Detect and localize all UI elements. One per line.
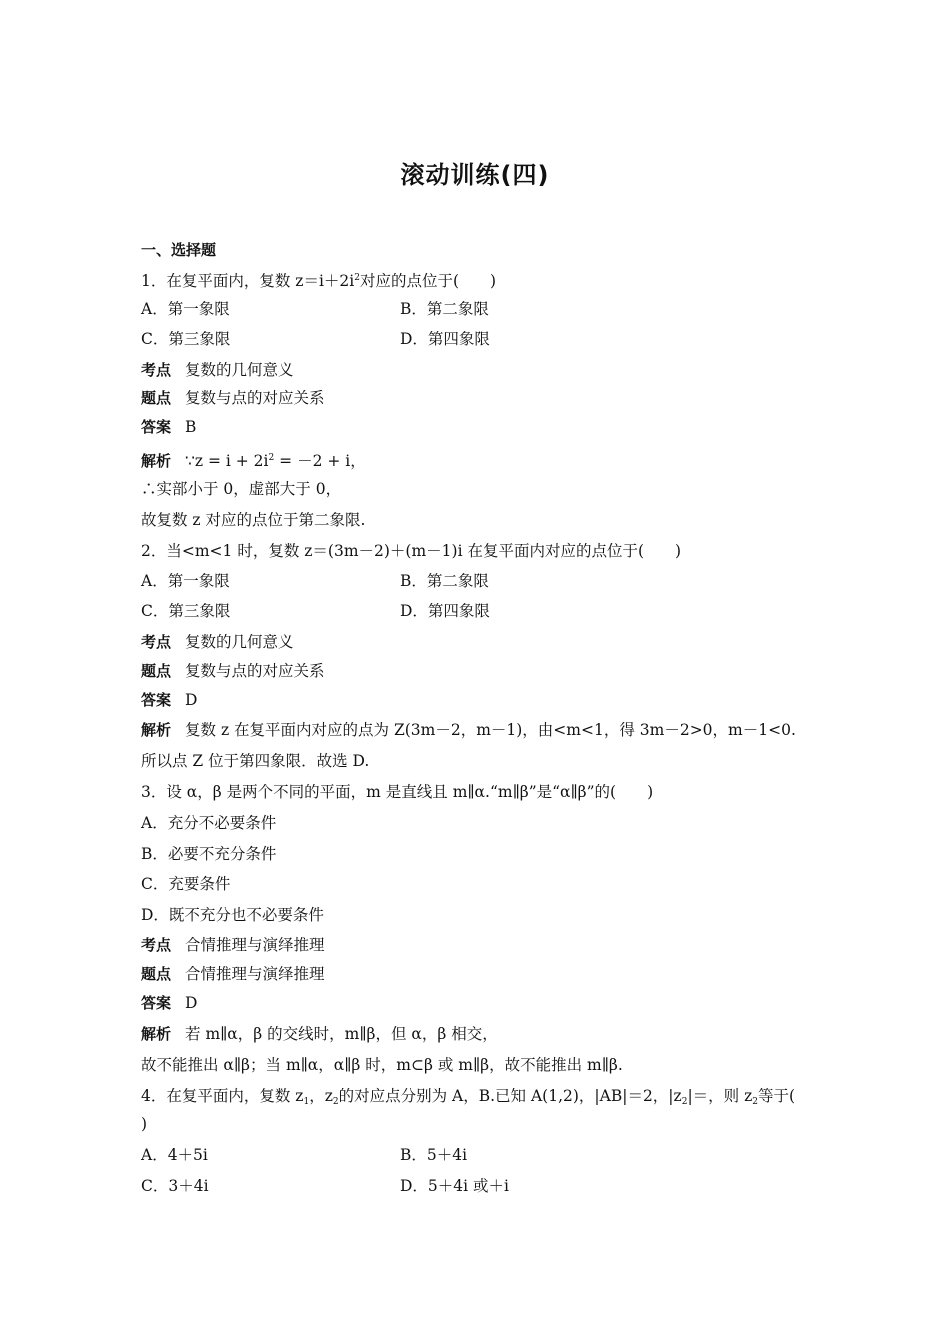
answer-label: 答案 [141, 994, 172, 1012]
q4-stem-part: ，z [309, 1087, 333, 1105]
q1-option-b: B．第二象限 [400, 300, 489, 318]
analysis-text: = －2 + i， [274, 452, 366, 470]
analysis-label: 解析 [141, 1025, 172, 1043]
kaodian-label: 考点 [141, 936, 172, 954]
q3-analysis-line-1 [141, 1024, 498, 1044]
q1-option-c: C．第三象限 [141, 330, 231, 348]
page-title: 滚动训练(四) [400, 161, 550, 189]
q2-analysis-line-1 [141, 720, 796, 740]
q2-answer [141, 690, 197, 710]
q4-subscript: 2 [332, 1097, 339, 1107]
question-4-stem [141, 1086, 795, 1112]
q2-option-d: D．第四象限 [400, 602, 490, 620]
q4-subscript: 1 [303, 1097, 310, 1107]
q4-option-a: A．4＋5i [141, 1146, 208, 1164]
q4-option-c: C．3＋4i [141, 1177, 209, 1195]
question-2-stem: 2．当<m<1 时，复数 z＝(3m－2)＋(m－1)i 在复平面内对应的点位于( ) [141, 542, 682, 560]
q2-tidian [141, 661, 325, 681]
q3-analysis-line-2: 故不能推出 α∥β；当 m∥α，α∥β 时，m⊂β 或 m∥β，故不能推出 m∥β. [141, 1056, 623, 1074]
tidian-label: 题点 [141, 662, 172, 680]
tidian-value: 复数与点的对应关系 [185, 662, 325, 680]
analysis-text: ∵z = i + 2i [185, 452, 269, 470]
q4-stem-part: 的对应点分别为 A，B.已知 A(1,2)，|AB|＝2，|z [338, 1087, 682, 1105]
q4-stem-part: |＝，则 z [687, 1087, 753, 1105]
q3-option-c: C．充要条件 [141, 875, 231, 893]
tidian-value: 合情推理与演绎推理 [185, 965, 325, 983]
question-4-stem-cont: ) [141, 1115, 148, 1133]
tidian-value: 复数与点的对应关系 [185, 389, 325, 407]
answer-label: 答案 [141, 418, 172, 436]
q1-option-d: D．第四象限 [400, 330, 490, 348]
q1-option-a: A．第一象限 [141, 300, 230, 318]
analysis-label: 解析 [141, 452, 172, 470]
q1-stem-part: 1．在复平面内，复数 z＝i＋2i [141, 272, 355, 290]
answer-value: D [185, 994, 198, 1012]
q2-kaodian [141, 632, 294, 652]
q3-option-d: D．既不充分也不必要条件 [141, 906, 324, 924]
q1-kaodian [141, 360, 294, 380]
question-3-stem: 3．设 α，β 是两个不同的平面，m 是直线且 m∥α.“m∥β”是“α∥β”的( ) [141, 783, 654, 801]
kaodian-label: 考点 [141, 633, 172, 651]
kaodian-label: 考点 [141, 361, 172, 379]
q3-option-a: A．充分不必要条件 [141, 814, 277, 832]
q1-answer [141, 417, 196, 437]
analysis-label: 解析 [141, 721, 172, 739]
q1-tidian [141, 388, 325, 408]
q2-option-c: C．第三象限 [141, 602, 231, 620]
kaodian-value: 复数的几何意义 [185, 361, 294, 379]
q3-answer [141, 993, 197, 1013]
kaodian-value: 合情推理与演绎推理 [185, 936, 325, 954]
q4-stem-part: 等于( [758, 1087, 796, 1105]
tidian-label: 题点 [141, 965, 172, 983]
q2-option-b: B．第二象限 [400, 572, 489, 590]
q2-option-a: A．第一象限 [141, 572, 230, 590]
answer-value: B [185, 418, 197, 436]
q3-tidian [141, 964, 325, 984]
answer-label: 答案 [141, 691, 172, 709]
q4-subscript: 2 [681, 1097, 688, 1107]
q1-stem-part: 对应的点位于( ) [359, 272, 497, 290]
q1-analysis-line-1 [141, 448, 366, 471]
tidian-label: 题点 [141, 389, 172, 407]
q3-kaodian [141, 935, 325, 955]
answer-value: D [185, 691, 198, 709]
q4-stem-part: 4．在复平面内，复数 z [141, 1087, 304, 1105]
analysis-text: 复数 z 在复平面内对应的点为 Z(3m－2，m－1)，由<m<1，得 3m－2>0，m－1<0. [185, 721, 796, 739]
q1-stem-superscript: 2 [354, 273, 360, 283]
section-heading: 一、选择题 [141, 241, 217, 259]
analysis-text: 若 m∥α，β 的交线时，m∥β，但 α，β 相交， [185, 1025, 498, 1043]
analysis-superscript: 2 [268, 453, 275, 463]
q1-analysis-line-3: 故复数 z 对应的点位于第二象限. [141, 511, 366, 529]
q4-option-d: D．5＋4i 或＋i [400, 1177, 509, 1195]
question-1-stem [141, 268, 496, 291]
q4-option-b: B．5＋4i [400, 1146, 468, 1164]
q1-analysis-line-2: ∴实部小于 0，虚部大于 0， [141, 480, 342, 498]
kaodian-value: 复数的几何意义 [185, 633, 294, 651]
q3-option-b: B．必要不充分条件 [141, 845, 277, 863]
q2-analysis-line-2: 所以点 Z 位于第四象限．故选 D. [141, 752, 370, 770]
q4-subscript: 2 [752, 1097, 758, 1107]
